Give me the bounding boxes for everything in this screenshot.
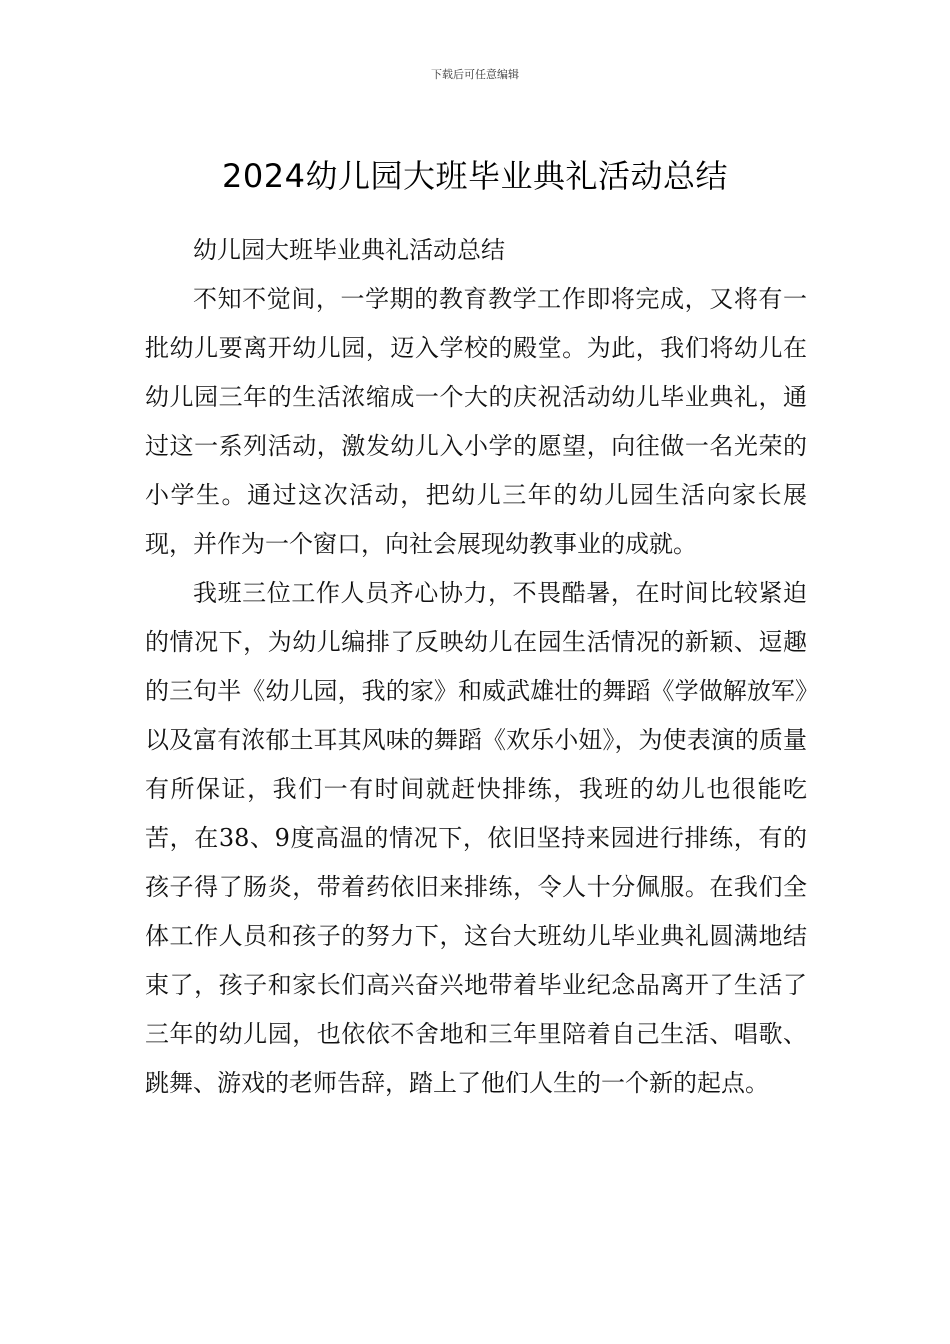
- subtitle-paragraph: 幼儿园大班毕业典礼活动总结: [193, 236, 505, 264]
- header-note: 下载后可任意编辑: [431, 68, 519, 81]
- body-paragraph-intro: 不知不觉间，一学期的教育教学工作即将完成，又将有一批幼儿要离开幼儿园，迈入学校的殿堂。为此，我们将幼儿在幼儿园三年的生活浓缩成一个大的庆祝活动幼儿毕业典礼，通过这一系列活动，激发幼儿入小学的愿望，向往做一名光荣的小学生。通过这次活动，把幼儿三年的幼儿园生活向家长展现，并作为一个窗口，向社会展现幼教事业的成就。: [145, 285, 807, 558]
- body-paragraph-details: 我班三位工作人员齐心协力，不畏酷暑，在时间比较紧迫的情况下，为幼儿编排了反映幼儿在园生活情况的新颖、逗趣的三句半《幼儿园，我的家》和威武雄壮的舞蹈《学做解放军》以及富有浓郁土耳其风味的舞蹈《欢乐小妞》，为使表演的质量有所保证，我们一有时间就赶快排练，我班的幼儿也很能吃苦，在38、9度高温的情况下，依旧坚持来园进行排练，有的孩子得了肠炎，带着药依旧来排练，令人十分佩服。在我们全体工作人员和孩子的努力下，这台大班幼儿毕业典礼圆满地结束了，孩子和家长们高兴奋兴地带着毕业纪念品离开了生活了三年的幼儿园，也依依不舍地和三年里陪着自己生活、唱歌、跳舞、游戏的老师告辞，踏上了他们人生的一个新的起点。: [145, 579, 807, 1097]
- document-body: [145, 226, 807, 1108]
- document-title: 2024幼儿园大班毕业典礼活动总结: [222, 157, 728, 196]
